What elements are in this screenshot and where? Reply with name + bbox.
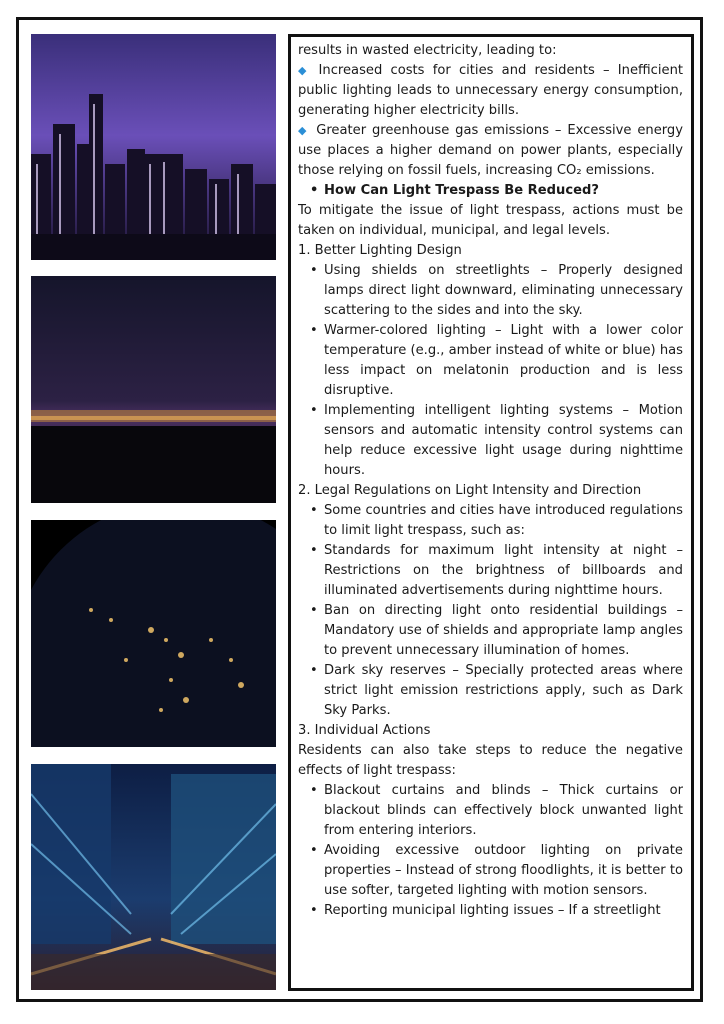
subsection-title: 2. Legal Regulations on Light Intensity and Direction	[298, 483, 642, 498]
list-item: • Some countries and cities have introduced regulations to limit light trespass, such as:	[298, 501, 683, 541]
list-item: • Ban on directing light onto residential buildings – Mandatory use of shields and appropriate lamp angles to prevent unnecessary illumination of homes.	[298, 601, 683, 661]
diamond-bullet-icon: ◆	[298, 124, 309, 137]
item-text: Increased costs for cities and residents – Inefficient public lighting leads to unnecessary energy consumption, generating higher electricity bills.	[298, 63, 684, 118]
subsection-title: 3. Individual Actions	[298, 723, 431, 738]
list-item: • Standards for maximum light intensity at night – Restrictions on the brightness of billboards and illuminated advertisements during nighttime hours.	[298, 541, 683, 601]
night-horizon-photo	[31, 276, 276, 503]
list-item: • Implementing intelligent lighting systems – Motion sensors and automatic intensity control systems can help reduce excessive light usage during nighttime hours.	[298, 401, 683, 481]
subsection-title: 1. Better Lighting Design	[298, 243, 462, 258]
section-heading: • How Can Light Trespass Be Reduced?	[298, 181, 683, 201]
diamond-item-emissions	[298, 121, 683, 181]
intro-paragraph: Residents can also take steps to reduce the negative effects of light trespass:	[298, 743, 683, 778]
city-street-motion-photo	[31, 764, 276, 990]
list-item: • Warmer-colored lighting – Light with a lower color temperature (e.g., amber instead of white or blue) has less impact on melatonin production and is less disruptive.	[298, 321, 683, 401]
city-skyline-photo	[31, 34, 276, 260]
list-item: • Blackout curtains and blinds – Thick curtains or blackout blinds can effectively block unwanted light from entering interiors.	[298, 781, 683, 841]
diamond-bullet-icon: ◆	[298, 64, 311, 77]
list-item: • Dark sky reserves – Specially protected areas where strict light emission restrictions apply, such as Dark Sky Parks.	[298, 661, 683, 721]
list-item: • Using shields on streetlights – Properly designed lamps direct light downward, eliminating unnecessary scattering to the sides and into the sky.	[298, 261, 683, 321]
list-item: • Reporting municipal lighting issues – If a streetlight	[298, 901, 683, 921]
article-text-box	[288, 34, 694, 991]
intro-paragraph: To mitigate the issue of light trespass, actions must be taken on individual, municipal, and legal levels.	[298, 203, 683, 238]
continuation-paragraph: results in wasted electricity, leading to:	[298, 43, 557, 58]
diamond-item-costs	[298, 61, 683, 121]
list-item: • Avoiding excessive outdoor lighting on private properties – Instead of strong floodlights, it is better to use softer, targeted lighting with motion sensors.	[298, 841, 683, 901]
earth-at-night-photo	[31, 520, 276, 747]
item-text: Greater greenhouse gas emissions – Excessive energy use places a higher demand on power plants, especially those relying on fossil fuels, increasing CO₂ emissions.	[298, 123, 683, 178]
